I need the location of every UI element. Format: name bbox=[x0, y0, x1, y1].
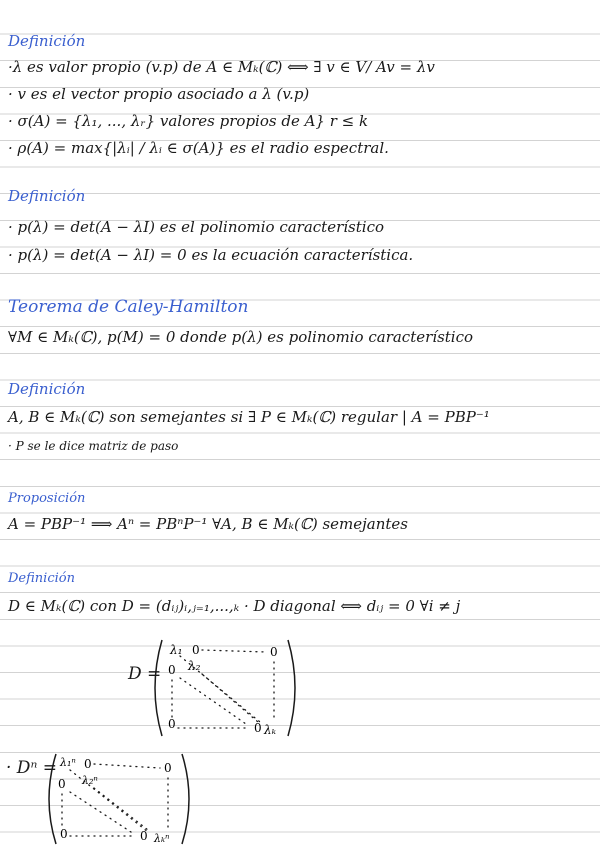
line-characteristic-equation: · p(λ) = det(A − λI) = 0 es la ecuación característica. bbox=[8, 246, 414, 264]
line-cayley-hamilton: ∀M ∈ Mₖ(ℂ), p(M) = 0 donde p(λ) es polinomio característico bbox=[8, 328, 474, 346]
matrix-dn-lambda-2: λ₂ⁿ bbox=[82, 774, 98, 787]
line-spectral-radius: · ρ(A) = max{|λᵢ| / λᵢ ∈ σ(A)} es el radio espectral. bbox=[8, 139, 389, 157]
line-similar-matrices: A, B ∈ Mₖ(ℂ) son semejantes si ∃ P ∈ Mₖ(ℂ) regular | A = PBP⁻¹ bbox=[8, 408, 490, 426]
matrix-d-lambda-1: λ₁ bbox=[170, 643, 183, 657]
matrix-d-zero-top-right: 0 bbox=[270, 645, 278, 659]
matrix-dn-zero-top: 0 bbox=[84, 757, 92, 771]
heading-definition-2: Definición bbox=[8, 187, 86, 205]
heading-definition-3: Definición bbox=[8, 380, 86, 398]
matrix-dn bbox=[44, 750, 194, 848]
matrix-d-zero-bottom: 0 bbox=[254, 721, 262, 735]
matrix-dn-zero-left: 0 bbox=[58, 777, 66, 791]
line-eigenvector: · v es el vector propio asociado a λ (v.p) bbox=[8, 85, 310, 103]
line-eigenvalue-definition: ·λ es valor propio (v.p) de A ∈ Mₖ(ℂ) ⟺ ∃ v ∈ V/ Av = λv bbox=[8, 58, 435, 76]
matrix-d bbox=[150, 636, 300, 740]
line-change-of-basis: · P se le dice matriz de paso bbox=[8, 439, 179, 453]
matrix-dn-zero-top-right: 0 bbox=[164, 761, 172, 775]
heading-definition-4: Definición bbox=[8, 571, 75, 586]
matrix-dn-zero-bottom: 0 bbox=[140, 829, 148, 843]
matrix-dn-zero-bottom-left: 0 bbox=[60, 827, 68, 841]
matrix-d-zero-left: 0 bbox=[168, 663, 176, 677]
heading-proposition: Proposición bbox=[8, 491, 86, 506]
heading-theorem: Teorema de Caley-Hamilton bbox=[8, 297, 249, 317]
line-power-similarity: A = PBP⁻¹ ⟹ Aⁿ = PBⁿP⁻¹ ∀A, B ∈ Mₖ(ℂ) semejantes bbox=[8, 515, 408, 533]
matrix-d-zero-top: 0 bbox=[192, 643, 200, 657]
line-spectrum: · σ(A) = {λ₁, ..., λᵣ} valores propios de A} r ≤ k bbox=[8, 112, 369, 130]
matrix-dn-lambda-k: λₖⁿ bbox=[154, 832, 170, 845]
matrix-dn-lambda-1: λ₁ⁿ bbox=[60, 756, 76, 769]
line-characteristic-polynomial: · p(λ) = det(A − λI) es el polinomio característico bbox=[8, 218, 385, 236]
matrix-d-lambda-2: λ₂ bbox=[188, 659, 201, 673]
matrix-d-zero-bottom-left: 0 bbox=[168, 717, 176, 731]
line-diagonal-matrix: D ∈ Mₖ(ℂ) con D = (dᵢⱼ)ᵢ,ⱼ₌₁,...,ₖ · D diagonal ⟺ dᵢⱼ = 0 ∀i ≠ j bbox=[8, 597, 461, 615]
matrix-dn-label: · Dⁿ = bbox=[6, 758, 57, 778]
matrix-d-lambda-k: λₖ bbox=[264, 723, 276, 737]
matrix-d-label: D = bbox=[128, 664, 162, 684]
heading-definition-1: Definición bbox=[8, 32, 86, 50]
